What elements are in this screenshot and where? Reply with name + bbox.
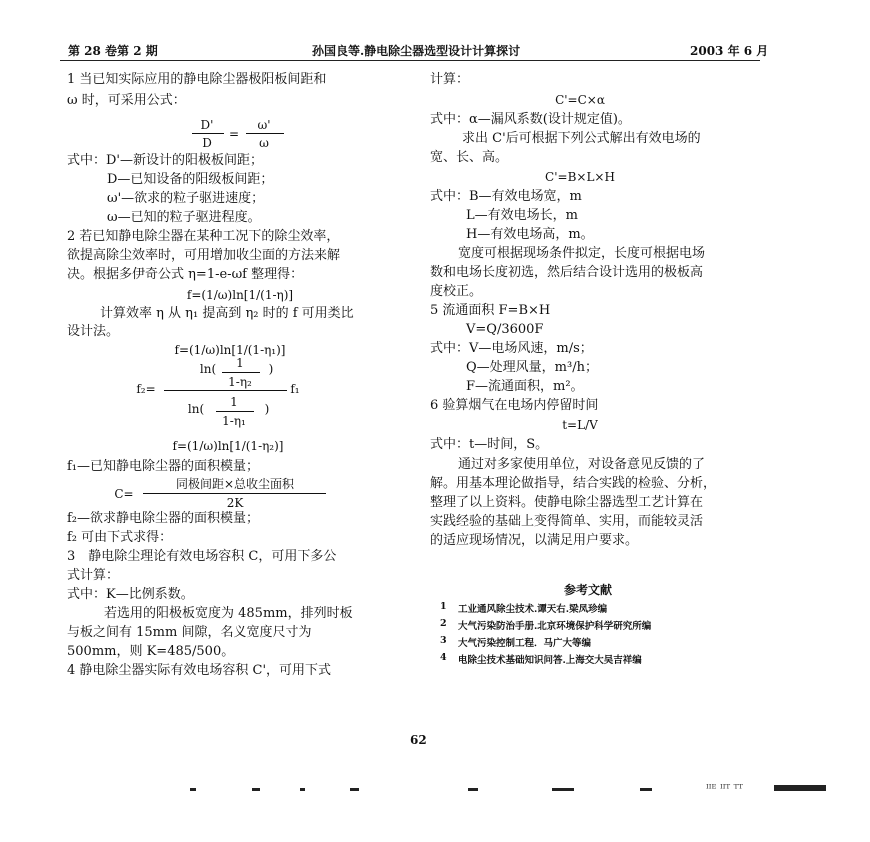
def-alpha: 式中：α—漏风系数(设计规定值)。 — [430, 112, 631, 127]
scan-artifact — [468, 788, 478, 791]
scan-artifact — [552, 788, 574, 791]
conclusion-line-1: 通过对多家使用单位，对设备意见反馈的了 — [458, 457, 706, 472]
def-f2: f₂—欲求静电除尘器的面积模量； — [67, 511, 260, 526]
page-number: 62 — [410, 733, 427, 747]
formula-6-bar — [143, 493, 326, 494]
def-b: 式中：B—有效电场宽，m — [430, 189, 582, 204]
para-3-line-2: 设计法。 — [67, 324, 120, 339]
def-q: Q—处理风量，m³/h； — [466, 360, 598, 375]
def-f1: f₁—已知静电除尘器的面积模量； — [67, 459, 260, 474]
header-rule — [60, 60, 760, 61]
formula-3: f=(1/ω)ln[1/(1-η₁)] — [174, 343, 286, 357]
scan-artifact — [640, 788, 652, 791]
def-d-prime: 式中：D'—新设计的阳极板间距； — [67, 153, 263, 168]
references-title: 参考文献 — [564, 583, 613, 597]
formula-4-label: f₂= — [136, 382, 156, 396]
def-d: D—已知设备的阳级板间距； — [107, 172, 274, 187]
para-4-line-1: 3 静电除尘理论有效电场容积 C，可用下多公 — [67, 549, 337, 564]
formula-4-f1: f₁ — [290, 382, 300, 396]
def-t: 式中：t—时间，S。 — [430, 437, 549, 452]
conclusion-line-4: 实践经验的基础上变得简单、实用，而能较灵活 — [430, 514, 704, 529]
issue-date: 2003 年 6 月 — [690, 44, 769, 58]
scan-artifact — [350, 788, 359, 791]
def-omega: ω—已知的粒子驱进程度。 — [107, 210, 261, 225]
formula-1-bar-right — [246, 133, 284, 134]
r-para-2-line-3: 度校正。 — [430, 284, 483, 299]
r-line-1: 计算： — [430, 72, 470, 87]
scan-artifact — [190, 788, 196, 791]
r-para-1-line-1: 求出 C'后可根据下列公式解出有效电场的 — [462, 131, 701, 146]
formula-4-ln-top: ln( — [199, 362, 217, 376]
formula-4-ln-bottom: ln( — [187, 402, 205, 416]
para-1-line-2: ω 时，可采用公式： — [67, 93, 186, 108]
para-5-line-2: 与板之间有 15mm 间隙，名义宽度尺寸为 — [67, 625, 312, 640]
formula-2: f=(1/ω)ln[1/(1-η)] — [186, 288, 294, 302]
para-1-line-1: 1 当已知实际应用的静电除尘器极阳板间距和 — [67, 72, 327, 87]
para-6-line-1: 4 静电除尘器实际有效电场容积 C'，可用下式 — [67, 663, 332, 678]
formula-4-inner-bar-bottom — [216, 411, 254, 412]
def-l: L—有效电场长，m — [466, 208, 578, 223]
scan-artifact — [774, 785, 826, 791]
ref-text: 大气污染防治手册.北京环境保护科学研究所编 — [458, 621, 652, 632]
formula-r4: t=L/V — [562, 418, 598, 432]
scan-artifact — [300, 788, 305, 791]
para-2-line-1: 2 若已知静电除尘器在某种工况下的除尘效率， — [67, 229, 340, 244]
conclusion-line-2: 解。用基本理论做指导，结合实践的检验、分析， — [430, 476, 717, 491]
ref-text: 电除尘技术基础知识问答.上海交大吴吉祥编 — [458, 655, 642, 666]
ref-number: 1 — [440, 601, 447, 612]
para-2-line-3: 决。根据多伊奇公式 η=1-e-ωf 整理得： — [67, 267, 304, 282]
formula-4-main-bar — [164, 390, 287, 391]
formula-6-numerator: 同极间距×总收尘面积 — [175, 477, 295, 491]
ref-text: 工业通风除尘技术.谭天右.梁凤珍编 — [458, 604, 608, 615]
def-f: F—流通面积，m²。 — [466, 379, 584, 394]
formula-1-equals: = — [228, 127, 240, 141]
formula-1-bar-left — [192, 133, 224, 134]
formula-r2: C'=B×L×H — [545, 170, 615, 184]
para-5-line-1: 若选用的阳极板宽度为 485mm，排列时板 — [104, 606, 353, 621]
formula-1-num-left: D' — [200, 118, 214, 132]
ref-number: 2 — [440, 618, 447, 629]
formula-4-one-top: 1 — [236, 356, 244, 370]
conclusion-line-5: 的适应现场情况，以满足用户要求。 — [430, 533, 639, 548]
formula-1-den-right: ω — [259, 136, 269, 150]
formula-r3: V=Q/3600F — [466, 322, 544, 337]
para-3-line-1: 计算效率 η 从 η₁ 提高到 η₂ 时的 f 可用类比 — [100, 306, 354, 321]
formula-4-den-bottom: 1-η₁ — [222, 414, 246, 428]
def-h: H—有效电场高，m。 — [466, 227, 594, 242]
formula-6-label: C= — [114, 487, 134, 501]
scan-artifact-text: ᴵᴵᴱ ᴵᴵᵀ ᵀᵀ — [706, 782, 743, 795]
section-6-title: 6 验算烟气在电场内停留时间 — [430, 398, 599, 413]
def-omega-prime: ω'—欲求的粒子驱进速度； — [107, 191, 265, 206]
r-para-1-line-2: 宽、长、高。 — [430, 150, 509, 165]
ref-number: 3 — [440, 635, 447, 646]
scan-artifact — [252, 788, 260, 791]
formula-4-den-top: 1-η₂ — [228, 375, 252, 389]
ref-number: 4 — [440, 652, 447, 663]
formula-5: f=(1/ω)ln[1/(1-η₂)] — [172, 439, 284, 453]
formula-1-den-left: D — [202, 136, 212, 150]
para-5-line-3: 500mm，则 K=485/500。 — [67, 644, 235, 659]
formula-r1: C'=C×α — [555, 93, 605, 107]
conclusion-line-3: 整理了以上资料。使静电除尘器选型工艺计算在 — [430, 495, 704, 510]
formula-4-close-bottom: ) — [264, 402, 270, 416]
def-v: 式中：V—电场风速，m/s； — [430, 341, 593, 356]
formula-4-close-top: ) — [268, 362, 274, 376]
section-5-title: 5 流通面积 F=B×H — [430, 303, 551, 318]
r-para-2-line-1: 宽度可根据现场条件拟定，长度可根据电场 — [458, 246, 706, 261]
f2-solve-note: f₂ 可由下式求得： — [67, 530, 173, 545]
formula-4-inner-bar-top — [222, 372, 260, 373]
formula-6-denominator: 2K — [226, 496, 244, 510]
para-4-line-2: 式计算： — [67, 568, 120, 583]
def-k: 式中：K—比例系数。 — [67, 587, 194, 602]
formula-4-one-bottom: 1 — [230, 395, 238, 409]
journal-volume: 第 28 卷第 2 期 — [68, 44, 158, 58]
formula-1-num-right: ω' — [257, 118, 271, 132]
article-running-title: 孙国良等.静电除尘器选型设计计算探讨 — [312, 44, 521, 58]
ref-text: 大气污染控制工程．马广大等编 — [458, 638, 592, 649]
r-para-2-line-2: 数和电场长度初选，然后结合设计选用的极板高 — [430, 265, 704, 280]
para-2-line-2: 欲提高除尘效率时，可用增加收尘面的方法来解 — [67, 248, 341, 263]
